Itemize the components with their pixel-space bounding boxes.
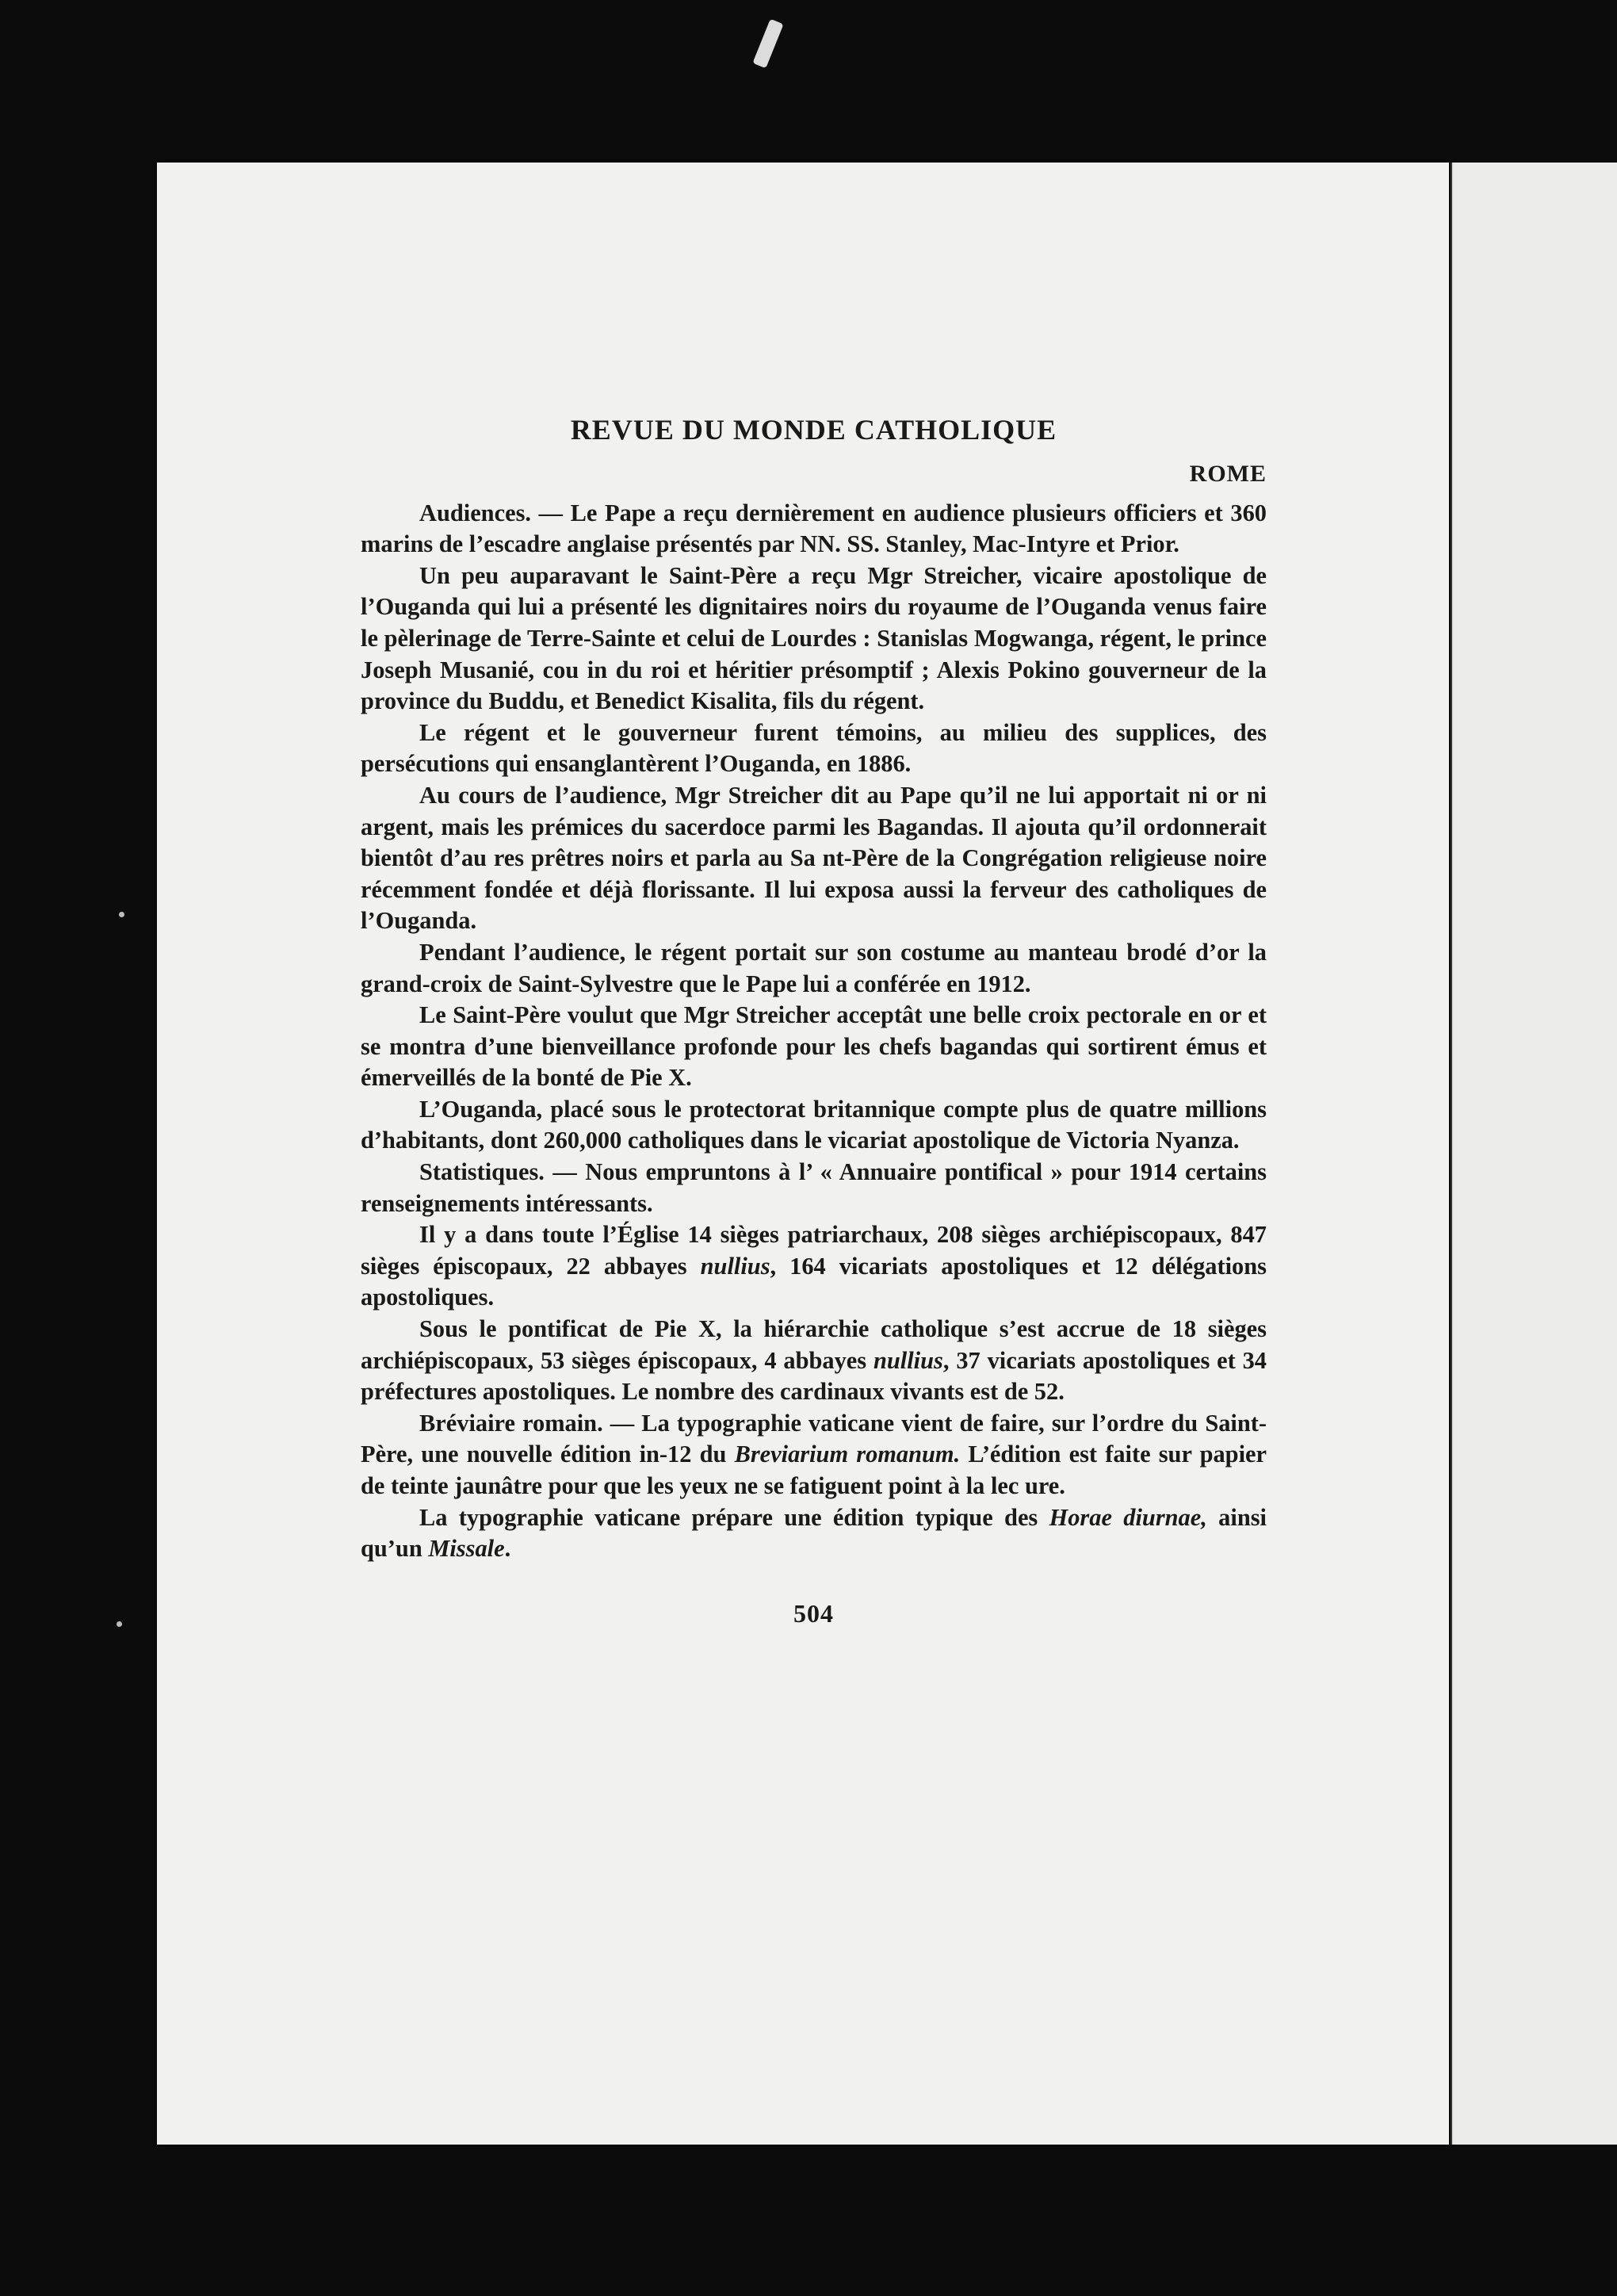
paragraph xyxy=(361,498,1267,561)
paragraph-text: Sous le pontificat de Pie X, la hiérarchie catholique s’est accrue de 18 sièges archiépiscopaux, 53 sièges épiscopaux, 4 abbayes xyxy=(361,1315,1267,1374)
paragraph-text: . xyxy=(504,1535,511,1563)
paragraph-text: Pendant l’audience, le régent portait sur son costume au manteau brodé d’or la grand-croix de Saint-Sylvestre que le Pape lui a conférée en 1912. xyxy=(361,938,1267,997)
paragraph-text: — Le Pape a reçu dernièrement en audience plusieurs officiers et 360 marins de l’escadre anglaise présentés par NN. SS. Stanley, Mac-Intyre et Prior. xyxy=(361,499,1267,558)
paragraph-lead: Bréviaire romain. xyxy=(419,1409,603,1437)
film-scratch-mark xyxy=(752,19,783,68)
paragraph-text: L’édition est faite sur papier de teinte jaunâtre pour que les yeux ne se fatiguent point à la lec ure. xyxy=(361,1441,1267,1499)
paragraph xyxy=(361,1219,1267,1314)
facing-page-edge xyxy=(1451,163,1617,2145)
paragraph-italic: nullius xyxy=(700,1252,770,1280)
paragraph xyxy=(361,780,1267,937)
paragraph-text: La typographie vaticane prépare une édition typique des xyxy=(419,1503,1049,1531)
paragraph xyxy=(361,1157,1267,1219)
paragraph xyxy=(361,1502,1267,1565)
paragraph-italic: nullius xyxy=(873,1346,943,1374)
paragraph-text: Le Saint-Père voulut que Mgr Streicher acceptât une belle croix pectorale en or et se montra d’une bienveillance profonde pour les chefs bagandas qui sortirent émus et émerveillés de la bonté de Pie X. xyxy=(361,1001,1267,1092)
paragraph xyxy=(361,1094,1267,1157)
page-number: 504 xyxy=(793,1598,834,1628)
section-heading: ROME xyxy=(1189,461,1267,487)
paragraph-text: , 164 vicariats apostoliques et 12 délégations apostoliques. xyxy=(361,1252,1267,1311)
paragraph xyxy=(361,561,1267,718)
paragraph-text: Il y a dans toute l’Église 14 sièges patriarchaux, 208 sièges archiépiscopaux, 847 sièges épiscopaux, 22 abbayes xyxy=(361,1221,1267,1280)
paragraph-italic: Horae diurnae, xyxy=(1049,1503,1207,1531)
paragraph xyxy=(361,1314,1267,1408)
paragraph xyxy=(361,937,1267,1000)
paragraph-text: Le régent et le gouverneur furent témoins, au milieu des supplices, des persécutions qui ensanglantèrent l’Ouganda, en 1886. xyxy=(361,718,1267,778)
running-title: REVUE DU MONDE CATHOLIQUE xyxy=(570,414,1057,446)
film-dust-speck xyxy=(117,1621,122,1627)
paragraph-lead: Audiences. xyxy=(419,499,531,526)
paragraph-text: , 37 vicariats apostoliques et 34 préfectures apostoliques. Le nombre des cardinaux vivants est de 52. xyxy=(361,1346,1267,1406)
paragraph-italic: Breviarium romanum. xyxy=(734,1441,961,1468)
paragraph-text: ainsi qu’un xyxy=(361,1503,1267,1563)
paragraph xyxy=(361,1408,1267,1502)
paragraph xyxy=(361,1000,1267,1094)
paragraph-italic: Missale xyxy=(428,1535,505,1563)
paragraph-text: Un peu auparavant le Saint-Père a reçu Mgr Streicher, vicaire apostolique de l’Ouganda qui lui a présenté les dignitaires noirs du royaume de l’Ouganda venus faire le pèlerinage de Terre-Sainte et celui de Lourdes : Stanislas Mogwanga, régent, le prince Joseph Musanié, cou in du roi et héritier présomptif ; Alexis Pokino gouverneur de la province du Buddu, et Benedict Kisalita, fils du régent. xyxy=(361,561,1267,715)
paragraph-text: — La typographie vaticane vient de faire, sur l’ordre du Saint-Père, une nouvelle édition in-12 du xyxy=(361,1409,1267,1468)
text-column xyxy=(361,412,1267,1629)
paragraph-lead: Statistiques. xyxy=(419,1158,545,1186)
paragraph xyxy=(361,718,1267,780)
paragraph-text: Au cours de l’audience, Mgr Streicher dit au Pape qu’il ne lui apportait ni or ni argent, mais les prémices du sacerdoce parmi les Bagandas. Il ajouta qu’il ordonnerait bientôt d’au res prêtres noirs et parla au Sa nt-Père de la Congrégation religieuse noire récemment fondée et déjà florissante. Il lui exposa aussi la ferveur des catholiques de l’Ouganda. xyxy=(361,781,1267,935)
film-dust-speck xyxy=(119,912,124,917)
paragraph-text: L’Ouganda, placé sous le protectorat britannique compte plus de quatre millions d’habitants, dont 260,000 catholiques dans le vicariat apostolique de Victoria Nyanza. xyxy=(361,1095,1267,1154)
paragraph-text: — Nous empruntons à l’ « Annuaire pontifical » pour 1914 certains renseignements intéressants. xyxy=(361,1158,1267,1217)
